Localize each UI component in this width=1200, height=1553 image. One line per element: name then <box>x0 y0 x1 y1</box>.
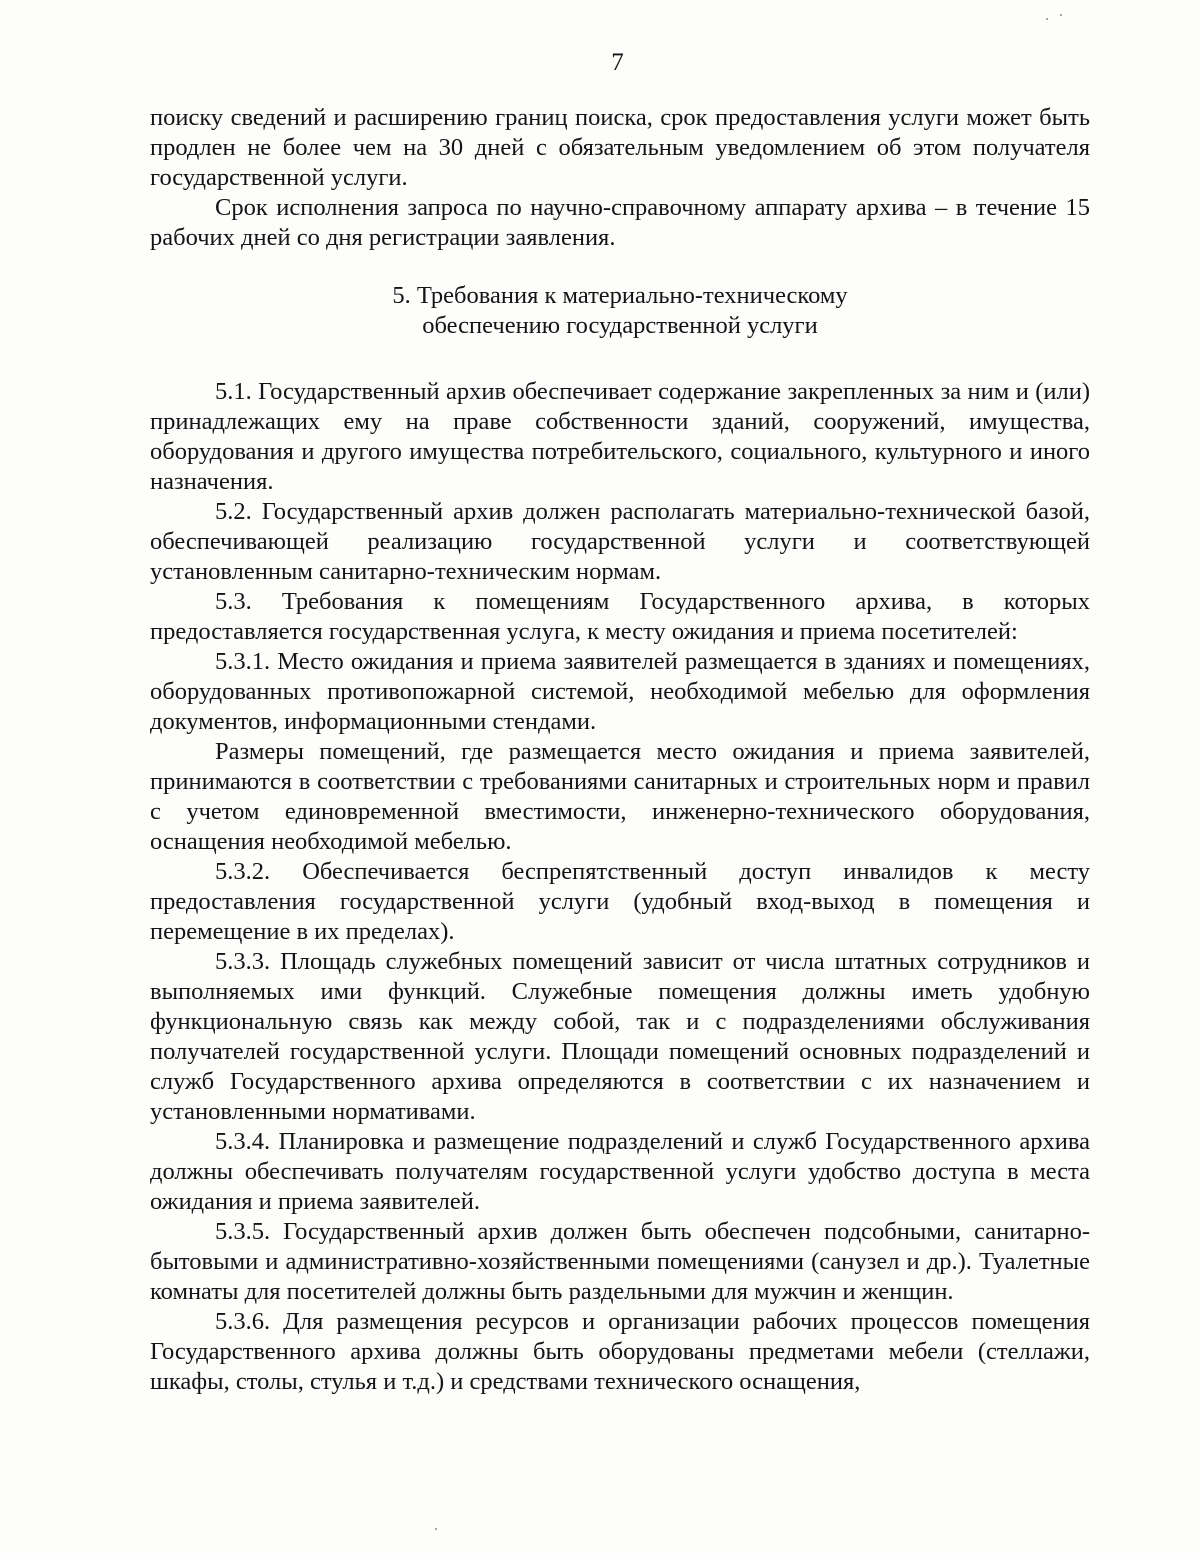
paragraph: 5.1. Государственный архив обеспечивает содержание закрепленных за ним и (или) принадлежащих ему на праве собственности зданий, сооружений, имущества, оборудования и другого имущества потребительского, социального, культурного и иного назначения. <box>150 378 1090 495</box>
paragraph: 5.3.2. Обеспечивается беспрепятственный доступ инвалидов к месту предоставления государственной услуги (удобный вход-выход в помещения и перемещение в их пределах). <box>150 858 1090 945</box>
scan-speck <box>1060 14 1062 16</box>
paragraph: 5.3. Требования к помещениям Государственного архива, в которых предоставляется государственная услуга, к месту ожидания и приема посетителей: <box>150 588 1090 645</box>
paragraph: 5.3.5. Государственный архив должен быть обеспечен подсобными, санитарно-бытовыми и административно-хозяйственными помещениями (санузел и др.). Туалетные комнаты для посетителей должны быть раздельными для мужчин и женщин. <box>150 1218 1090 1305</box>
paragraph: 5.3.4. Планировка и размещение подразделений и служб Государственного архива должны обеспечивать получателям государственной услуги удобство доступа в места ожидания и приема заявителей. <box>150 1128 1090 1215</box>
paragraph: 5.3.6. Для размещения ресурсов и организации рабочих процессов помещения Государственного архива должны быть оборудованы предметами мебели (стеллажи, шкафы, столы, стулья и т.д.) и средствами технического оснащения, <box>150 1308 1090 1395</box>
scan-speck <box>1046 18 1048 20</box>
section-heading-line: 5. Требования к материально-техническому <box>392 282 848 309</box>
paragraph: Размеры помещений, где размещается место ожидания и приема заявителей, принимаются в соответствии с требованиями санитарных и строительных норм и правил с учетом единовременной вместимости, инженерно-технического оборудования, оснащения необходимой мебелью. <box>150 738 1090 855</box>
scan-speck <box>435 1528 437 1530</box>
page-number: 7 <box>611 49 624 76</box>
section-heading <box>150 281 1090 341</box>
document-body <box>150 103 1090 1397</box>
paragraph: 5.2. Государственный архив должен располагать материально-технической базой, обеспечивающей реализацию государственной услуги и соответствующей установленным санитарно-техническим нормам. <box>150 498 1090 585</box>
paragraph: Срок исполнения запроса по научно-справочному аппарату архива – в течение 15 рабочих дней со дня регистрации заявления. <box>150 194 1090 251</box>
section-heading-line: обеспечению государственной услуги <box>422 312 818 339</box>
paragraph: 5.3.3. Площадь служебных помещений зависит от числа штатных сотрудников и выполняемых ими функций. Служебные помещения должны иметь удобную функциональную связь как между собой, так и с подразделениями обслуживания получателей государственной услуги. Площади помещений основных подразделений и служб Государственного архива определяются в соответствии с их назначением и установленными нормативами. <box>150 948 1090 1125</box>
paragraph: поиску сведений и расширению границ поиска, срок предоставления услуги может быть продлен не более чем на 30 дней с обязательным уведомлением об этом получателя государственной услуги. <box>150 104 1090 191</box>
paragraph: 5.3.1. Место ожидания и приема заявителей размещается в зданиях и помещениях, оборудованных противопожарной системой, необходимой мебелью для оформления документов, информационными стендами. <box>150 648 1090 735</box>
